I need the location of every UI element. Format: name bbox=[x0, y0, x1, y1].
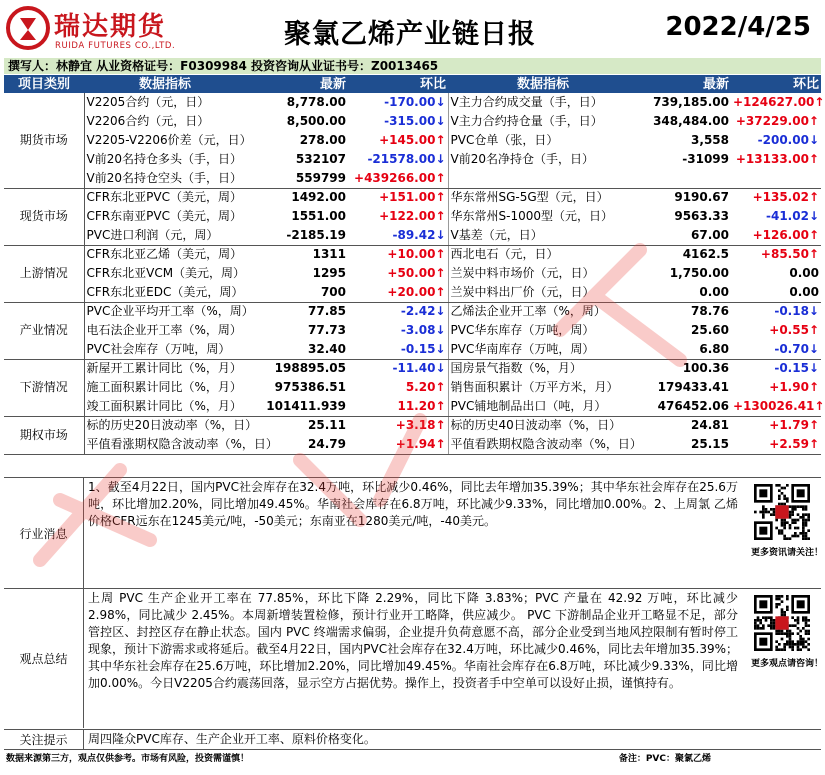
indicator-cell: V基差（元，日） bbox=[448, 226, 638, 245]
latest-cell: 25.11 bbox=[308, 418, 346, 433]
indicator-cell: PVC华南库存（万吨，周） bbox=[448, 340, 638, 359]
latest-cell: -2185.19 bbox=[246, 226, 348, 245]
change-cell: +126.00↑ bbox=[731, 226, 821, 245]
indicator-cell: 标的历史40日波动率（%，日） bbox=[450, 418, 622, 433]
indicator-cell: V前20名持仓多头（手，日） bbox=[86, 152, 242, 166]
change-cell: +50.00↑ bbox=[348, 264, 448, 283]
indicator-cell: 兰炭中料市场价（元，日） bbox=[450, 266, 595, 280]
change-cell: 5.20↑ bbox=[348, 378, 448, 397]
latest-cell: 278.00 bbox=[299, 133, 346, 147]
focus-text: 周四隆众PVC库存、生产企业开工率、原料价格变化。 bbox=[88, 732, 376, 746]
change-cell: -41.02↓ bbox=[766, 209, 819, 223]
indicator-cell: 销售面积累计（万平方米，月） bbox=[450, 380, 619, 394]
change-cell: -315.00↓ bbox=[348, 112, 448, 131]
brand-sub: RUIDA FUTURES CO.,LTD. bbox=[55, 41, 176, 51]
table-row bbox=[4, 93, 821, 112]
change-cell: +13133.00↑ bbox=[735, 152, 819, 166]
latest-cell: 1551.00 bbox=[291, 209, 346, 223]
latest-cell bbox=[638, 169, 731, 188]
change-cell: -21578.00↓ bbox=[348, 150, 448, 169]
table-row bbox=[4, 283, 821, 302]
latest-cell: 4162.5 bbox=[682, 247, 729, 262]
latest-cell: 1,750.00 bbox=[669, 266, 729, 280]
indicator-cell: V2205-V2206价差（元，日） bbox=[86, 133, 252, 147]
indicator-cell: 国房景气指数（%，月） bbox=[450, 361, 582, 376]
change-cell: -0.15↓ bbox=[774, 361, 819, 376]
latest-cell: 100.36 bbox=[682, 361, 729, 376]
indicator-cell: V前20名净持仓（手，日） bbox=[450, 152, 594, 166]
change-cell: 0.00 bbox=[789, 266, 819, 280]
report-title: 聚氯乙烯产业链日报 bbox=[284, 19, 536, 50]
indicator-cell: 标的历史20日波动率（%，日） bbox=[86, 418, 258, 433]
industry-news-text: 1、截至4月22日，国内PVC社会库存在32.4万吨，环比减少0.46%，同比去年增加35.39%；其中华东社会库存在25.6万吨，环比增加2.20%，同比增加49.45%。华南社会库存在6.8万吨，环比减少9.33%，同比增加0.00%。2、上周氯 乙烯价格CFR远东在1245美元/吨，-50美元；东南亚在1280美元/吨，-40美元。 bbox=[88, 480, 738, 528]
latest-cell: 1295 bbox=[312, 266, 346, 280]
latest-cell: 24.81 bbox=[691, 418, 729, 433]
change-cell: 0.00 bbox=[731, 283, 821, 302]
footer-note: 备注：PVC：聚氯乙烯 bbox=[618, 754, 711, 764]
latest-cell: 532107 bbox=[295, 152, 346, 166]
table-row bbox=[4, 150, 821, 169]
col-indicator: 数据指标 bbox=[84, 75, 246, 93]
qr-block-summary bbox=[751, 595, 824, 669]
brand-name: 瑞达期货 bbox=[54, 12, 167, 42]
summary-label: 观点总结 bbox=[4, 589, 84, 728]
latest-cell: 67.00 bbox=[638, 226, 731, 245]
latest-cell: 1311 bbox=[312, 247, 346, 262]
change-cell: +37229.00↑ bbox=[735, 114, 819, 128]
latest-cell: 6.80 bbox=[638, 340, 731, 359]
industry-news-label: 行业消息 bbox=[4, 478, 84, 588]
category-cell: 上游情况 bbox=[4, 245, 84, 302]
change-cell: 11.20↑ bbox=[348, 397, 448, 416]
change-cell: -11.40↓ bbox=[348, 359, 448, 378]
qr-caption-news: 更多资讯请关注！ bbox=[751, 548, 824, 558]
change-cell: +10.00↑ bbox=[348, 245, 448, 264]
change-cell: -3.08↓ bbox=[348, 321, 448, 340]
indicator-cell: 施工面积累计同比（%，月） bbox=[86, 380, 242, 394]
col-latest-2: 最新 bbox=[638, 75, 731, 93]
qr-caption-summary: 更多观点请咨询！ bbox=[751, 659, 824, 669]
latest-cell: 77.73 bbox=[308, 323, 346, 337]
indicator-cell: CFR东北亚PVC（美元，周） bbox=[86, 190, 242, 205]
latest-cell: 348,484.00 bbox=[653, 114, 729, 128]
indicator-cell: 华东常州SG-5G型（元，日） bbox=[450, 190, 609, 205]
table-row bbox=[4, 264, 821, 283]
change-cell: +0.55↑ bbox=[769, 323, 819, 337]
table-row bbox=[4, 416, 821, 435]
change-cell: +145.00↑ bbox=[348, 131, 448, 150]
latest-cell: 78.76 bbox=[691, 304, 729, 319]
indicator-cell: CFR东北亚EDC（美元，周） bbox=[84, 283, 246, 302]
category-cell: 期货市场 bbox=[4, 93, 84, 188]
table-row bbox=[4, 340, 821, 359]
col-change-2: 环比 bbox=[731, 75, 821, 93]
latest-cell: 8,500.00 bbox=[286, 114, 346, 128]
latest-cell: 9190.67 bbox=[674, 190, 729, 205]
table-row bbox=[4, 302, 821, 321]
qr-block-news bbox=[751, 484, 824, 558]
indicator-cell: 平值看涨期权隐含波动率（%，日） bbox=[84, 435, 246, 454]
category-cell: 产业情况 bbox=[4, 302, 84, 359]
latest-cell: 179433.41 bbox=[657, 380, 729, 394]
indicator-cell: V主力合约成交量（手，日） bbox=[450, 95, 603, 109]
indicator-cell: PVC仓单（张，日） bbox=[450, 133, 559, 147]
qr-code-icon bbox=[754, 595, 810, 651]
indicator-cell: 兰炭中料出厂价（元，日） bbox=[448, 283, 638, 302]
latest-cell: 8,778.00 bbox=[286, 95, 346, 109]
change-cell: +1.79↑ bbox=[769, 418, 819, 433]
col-latest: 最新 bbox=[246, 75, 348, 93]
col-change: 环比 bbox=[348, 75, 448, 93]
change-cell: -0.15↓ bbox=[348, 340, 448, 359]
summary-text: 上周 PVC 生产企业开工率在 77.85%，环比下降 2.29%，同比下降 3.83%；PVC 产量在 42.92 万吨，环比减少 2.98%，同比减少 2.45%。本周新增装置检修，预计行业开工略降，供应减少。 PVC 下游制品企业开工略显不足，部分管控区、封控区存在静止状态。国内 PVC 终端需求偏弱，企业提升负荷意愿不高，部分企业受到当地风控限制有暂时停工现象，预计下游需求或将延后。截至4月22日，国内PVC社会库存在32.4万吨，环比减少0.46%，同比去年增加35.39%；其中华东社会库存在25.6万吨，环比增加2.20%，同比增加49.45%。华南社会库存在6.8万吨，环比减少9.33%，同比增加0.00%。今日V2205合约震荡回落，显示空方占据优势。操作上，投资者手中空单可以设好止损，谨慎持有。 bbox=[88, 591, 738, 690]
change-cell: +1.94↑ bbox=[348, 435, 448, 454]
indicator-cell: 新屋开工累计同比（%，月） bbox=[86, 361, 242, 376]
table-row bbox=[4, 245, 821, 264]
change-cell: +439266.00↑ bbox=[348, 169, 448, 188]
indicator-cell: CFR东北亚VCM（美元，周） bbox=[86, 266, 246, 280]
industry-news-section bbox=[4, 477, 824, 588]
indicator-cell bbox=[448, 169, 638, 188]
table-row bbox=[4, 397, 821, 416]
indicator-cell: PVC社会库存（万吨，周） bbox=[84, 340, 246, 359]
latest-cell: -31099 bbox=[682, 152, 729, 166]
latest-cell: 24.79 bbox=[246, 435, 348, 454]
latest-cell: 1492.00 bbox=[291, 190, 346, 205]
latest-cell: 700 bbox=[246, 283, 348, 302]
category-cell: 期权市场 bbox=[4, 416, 84, 454]
indicator-cell: CFR东北亚乙烯（美元，周） bbox=[86, 247, 243, 262]
latest-cell: 0.00 bbox=[638, 283, 731, 302]
indicator-cell: 华东常州S-1000型（元，日） bbox=[450, 209, 613, 223]
change-cell: +20.00↑ bbox=[348, 283, 448, 302]
table-row bbox=[4, 207, 821, 226]
latest-cell: 77.85 bbox=[308, 304, 346, 319]
latest-cell: 476452.06 bbox=[638, 397, 731, 416]
table-row bbox=[4, 112, 821, 131]
indicator-cell: 乙烯法企业开工率（%，周） bbox=[450, 304, 606, 319]
table-row bbox=[4, 359, 821, 378]
col-indicator-2: 数据指标 bbox=[448, 75, 638, 93]
author-bar: 撰写人：林静宜 从业资格证号：F0309984 投资咨询从业证书号：Z0013465 bbox=[4, 58, 821, 74]
footer bbox=[4, 749, 821, 769]
change-cell: +122.00↑ bbox=[348, 207, 448, 226]
ruida-logo-icon bbox=[6, 6, 50, 50]
data-table bbox=[4, 75, 825, 455]
change-cell: -200.00↓ bbox=[757, 133, 819, 147]
focus-label: 关注提示 bbox=[4, 730, 84, 749]
latest-cell: 32.40 bbox=[246, 340, 348, 359]
change-cell bbox=[731, 169, 821, 188]
report-header bbox=[0, 0, 825, 58]
indicator-cell: V前20名持仓空头（手，日） bbox=[84, 169, 246, 188]
latest-cell: 198895.05 bbox=[274, 361, 346, 376]
table-row bbox=[4, 435, 821, 454]
indicator-cell: PVC铺地制品出口（吨，月） bbox=[448, 397, 638, 416]
change-cell: -89.42↓ bbox=[348, 226, 448, 245]
indicator-cell: 平值看跌期权隐含波动率（%，日） bbox=[448, 435, 638, 454]
qr-code-icon bbox=[754, 484, 810, 540]
indicator-cell: PVC企业平均开工率（%，周） bbox=[86, 304, 254, 319]
change-cell: +85.50↑ bbox=[760, 247, 819, 262]
category-cell: 下游情况 bbox=[4, 359, 84, 416]
brand-logo bbox=[6, 4, 176, 56]
indicator-cell: V2205合约（元，日） bbox=[86, 95, 210, 109]
report-date: 2022/4/25 bbox=[665, 12, 811, 42]
indicator-cell: 西北电石（元，日） bbox=[450, 247, 559, 262]
latest-cell: 9563.33 bbox=[674, 209, 729, 223]
change-cell: -170.00↓ bbox=[348, 93, 448, 112]
change-cell: -2.42↓ bbox=[348, 302, 448, 321]
change-cell: +2.59↑ bbox=[731, 435, 821, 454]
footer-disclaimer: 数据来源第三方，观点仅供参考。市场有风险，投资需谨慎！ bbox=[6, 754, 250, 764]
change-cell: +1.90↑ bbox=[769, 380, 819, 394]
change-cell: +135.02↑ bbox=[752, 190, 819, 205]
latest-cell: 25.15 bbox=[638, 435, 731, 454]
focus-section bbox=[4, 729, 821, 749]
table-header-row bbox=[4, 75, 821, 93]
summary-section bbox=[4, 588, 824, 728]
change-cell: -0.70↓ bbox=[731, 340, 821, 359]
latest-cell: 25.60 bbox=[691, 323, 729, 337]
change-cell: +130026.41↑ bbox=[731, 397, 821, 416]
indicator-cell: PVC进口利润（元，周） bbox=[84, 226, 246, 245]
change-cell: -0.18↓ bbox=[774, 304, 819, 319]
change-cell: +124627.00↑ bbox=[733, 95, 825, 109]
table-row bbox=[4, 188, 821, 207]
table-body bbox=[4, 93, 825, 454]
indicator-cell: V2206合约（元，日） bbox=[86, 114, 210, 128]
change-cell: +3.18↑ bbox=[348, 416, 448, 435]
table-row bbox=[4, 169, 821, 188]
indicator-cell: 电石法企业开工率（%，周） bbox=[86, 323, 242, 337]
latest-cell: 975386.51 bbox=[274, 380, 346, 394]
indicator-cell: V主力合约持仓量（手，日） bbox=[450, 114, 603, 128]
latest-cell: 739,185.00 bbox=[653, 95, 729, 109]
indicator-cell: 竣工面积累计同比（%，月） bbox=[84, 397, 246, 416]
table-row bbox=[4, 321, 821, 340]
col-category: 项目类别 bbox=[4, 75, 84, 93]
indicator-cell: CFR东南亚PVC（美元，周） bbox=[86, 209, 242, 223]
category-cell: 现货市场 bbox=[4, 188, 84, 245]
table-row bbox=[4, 378, 821, 397]
indicator-cell: PVC华东库存（万吨，周） bbox=[450, 323, 595, 337]
change-cell: +151.00↑ bbox=[348, 188, 448, 207]
table-row bbox=[4, 226, 821, 245]
table-row bbox=[4, 131, 821, 150]
latest-cell: 559799 bbox=[246, 169, 348, 188]
latest-cell: 101411.939 bbox=[246, 397, 348, 416]
latest-cell: 3,558 bbox=[691, 133, 729, 147]
